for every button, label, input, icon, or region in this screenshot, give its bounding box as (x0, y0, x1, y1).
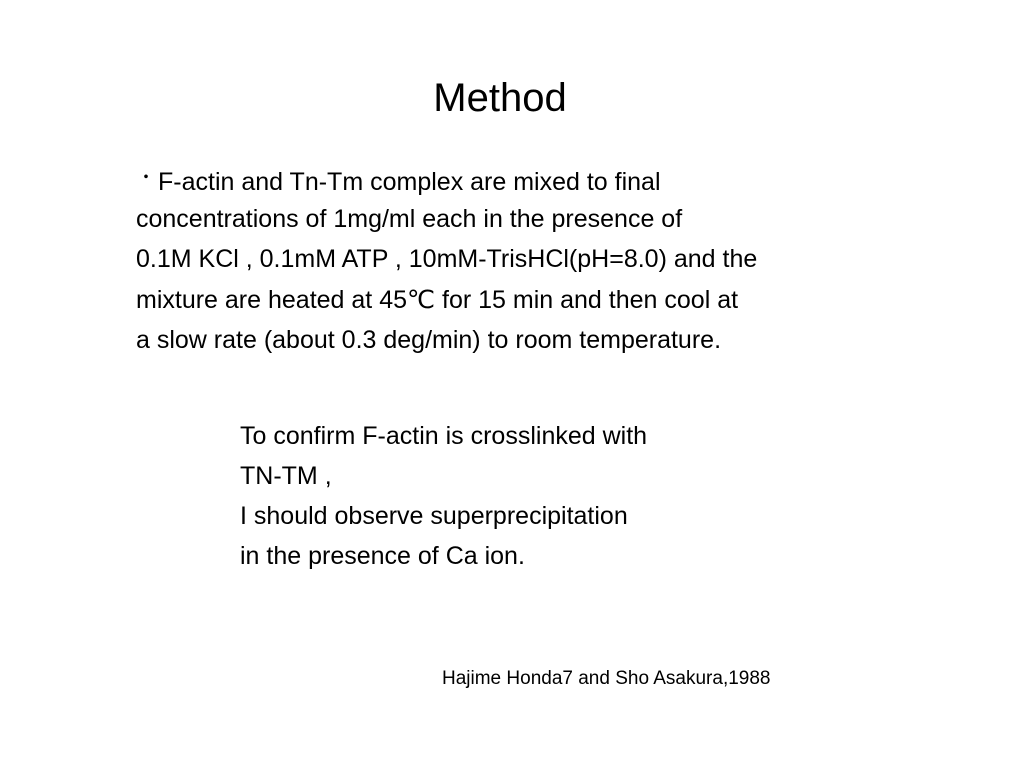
method-line-1 (136, 158, 916, 199)
citation: Hajime Honda7 and Sho Asakura,1988 (442, 668, 771, 689)
confirm-line-1: To confirm F-actin is crosslinked with (240, 422, 648, 450)
method-line-4: mixture are heated at 45℃ for 15 min and then cool at (136, 285, 739, 314)
method-line-5: a slow rate (about 0.3 deg/min) to room temperature. (136, 326, 722, 354)
slide-title: Method (433, 76, 567, 120)
method-line-2: concentrations of 1mg/ml each in the presence of (136, 204, 683, 233)
confirm-paragraph (240, 416, 800, 576)
method-paragraph (136, 158, 916, 361)
bullet-icon: ・ (136, 167, 156, 189)
confirm-line-4: in the presence of Ca ion. (240, 542, 525, 570)
method-line-3: 0.1M KCl , 0.1mM ATP , 10mM-TrisHCl(pH=8.0) and the (136, 245, 758, 273)
confirm-line-3: I should observe superprecipitation (240, 502, 628, 530)
confirm-line-2: TN-TM , (240, 462, 332, 490)
method-line-1-text: F-actin and Tn-Tm complex are mixed to final (158, 168, 661, 196)
